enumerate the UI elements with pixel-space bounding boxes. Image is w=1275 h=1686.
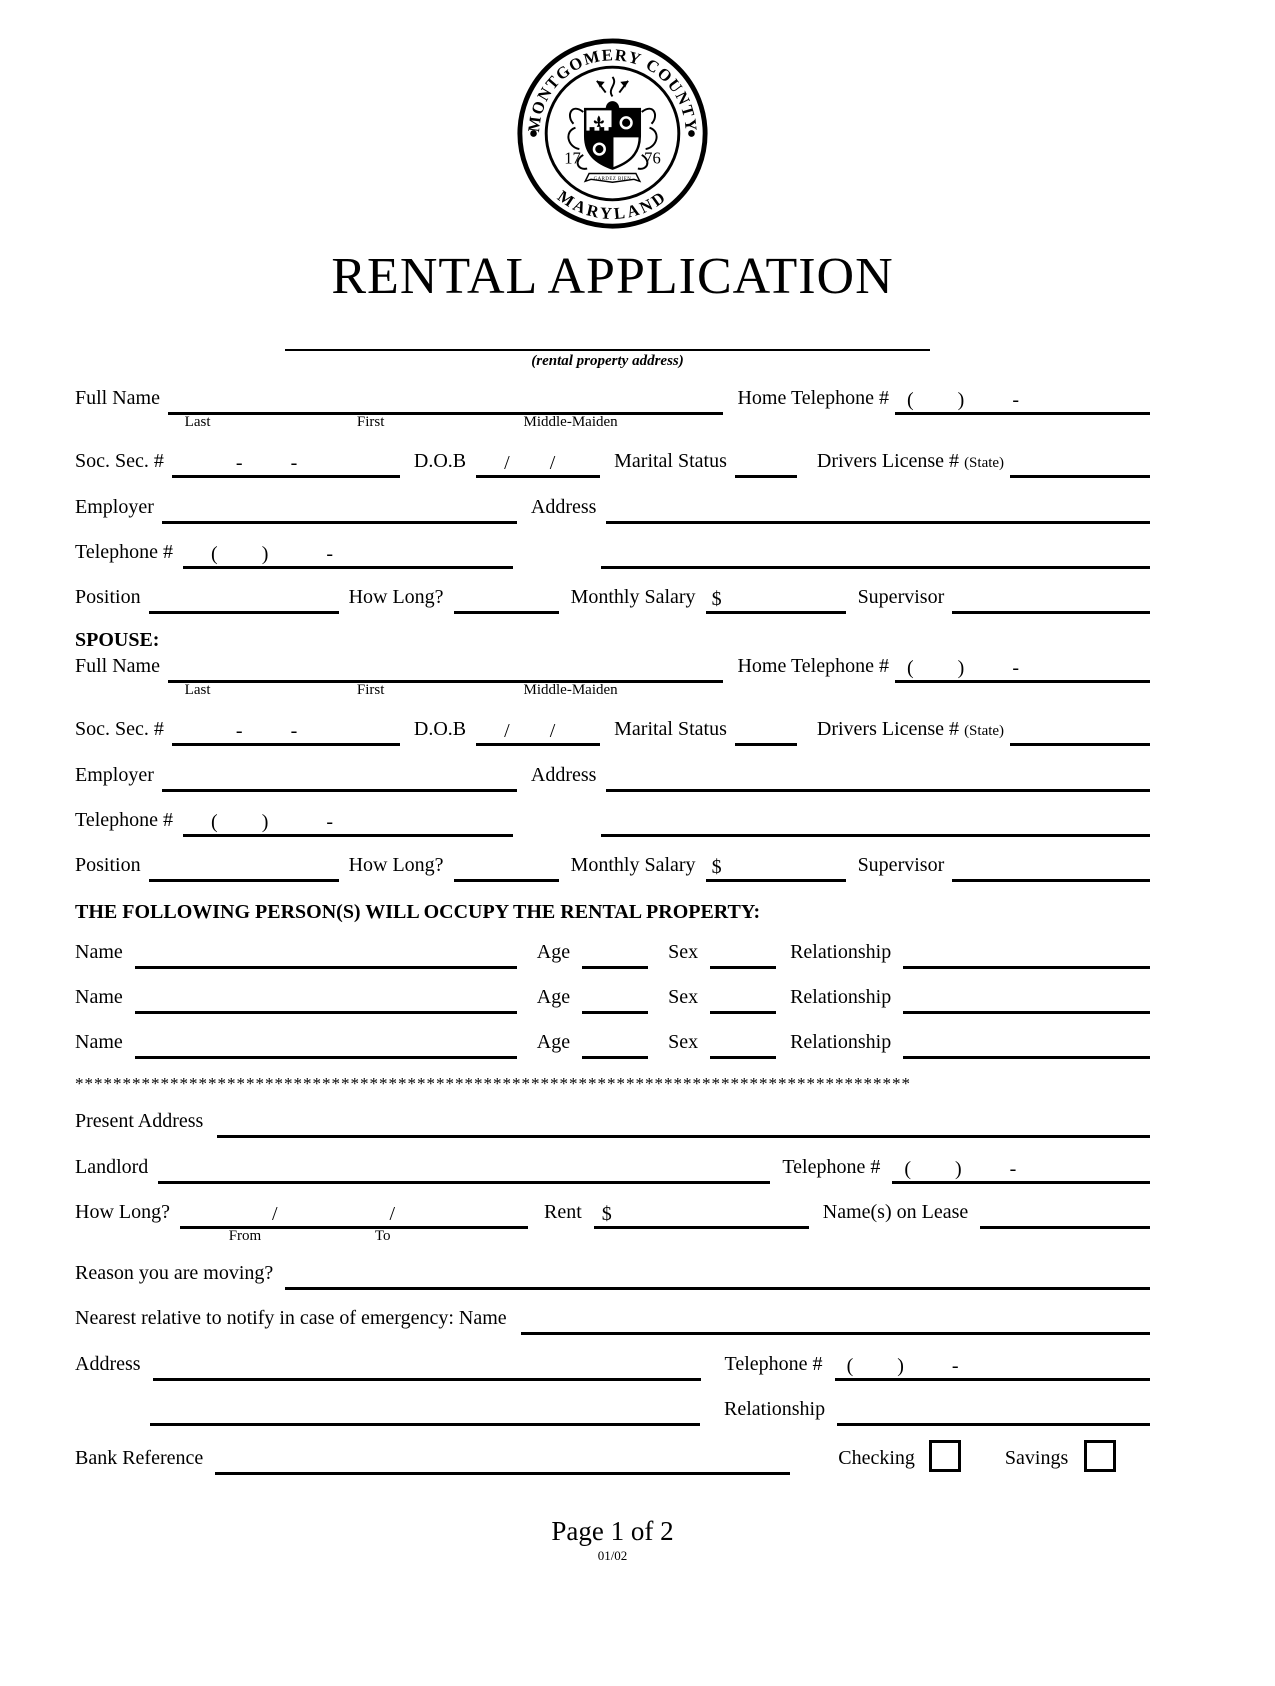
spouse-last-sublabel: Last: [184, 681, 211, 698]
seal-year-right: 76: [644, 148, 661, 168]
applicant-full-name-row: [75, 382, 1150, 430]
seal-motto-text: GARDEZ BIEN: [593, 176, 632, 182]
spouse-monthly-salary-input-line[interactable]: [706, 849, 846, 882]
emergency-telephone-input-line[interactable]: [835, 1348, 1150, 1381]
emergency-address-input-line-2[interactable]: [150, 1393, 700, 1426]
close-paren: ): [261, 810, 269, 833]
close-paren: ): [897, 1354, 904, 1377]
close-paren: ): [957, 388, 965, 411]
occupant-sex-label: Sex: [668, 1030, 699, 1053]
names-on-lease-input-line[interactable]: [980, 1196, 1150, 1229]
to-sublabel: To: [374, 1227, 391, 1244]
open-paren: (: [211, 810, 218, 833]
county-seal: [515, 36, 710, 236]
seal-top-text: MONTGOMERY COUNTY: [524, 45, 701, 134]
marital-status-input-line[interactable]: [735, 445, 797, 478]
full-name-input-line[interactable]: [168, 382, 723, 430]
emergency-telephone-label: Telephone #: [724, 1352, 823, 1375]
close-paren: ): [955, 1157, 962, 1180]
savings-checkbox[interactable]: [1084, 1440, 1116, 1472]
emergency-name-row: [75, 1302, 1150, 1335]
dash: -: [290, 451, 298, 474]
dash: -: [326, 542, 334, 565]
spouse-employer-address-input-line[interactable]: [606, 759, 1150, 792]
slash: /: [549, 719, 556, 742]
occupant-3-name-input-line[interactable]: [135, 1026, 517, 1059]
occupant-name-label: Name: [75, 1030, 123, 1053]
monthly-salary-label: Monthly Salary: [570, 585, 696, 608]
reason-moving-label: Reason you are moving?: [75, 1261, 274, 1284]
present-address-row: [75, 1105, 1150, 1138]
residence-how-long-input-line[interactable]: [180, 1196, 528, 1244]
landlord-label: Landlord: [75, 1155, 149, 1178]
occupant-1-name-input-line[interactable]: [135, 936, 517, 969]
slash: /: [271, 1202, 278, 1225]
bank-reference-row: [75, 1440, 1150, 1475]
dollar-sign: $: [601, 1202, 612, 1225]
seal-motto-ribbon: [585, 173, 640, 182]
state-suffix: (State): [964, 454, 1005, 471]
supervisor-input-line[interactable]: [952, 581, 1150, 614]
occupant-name-label: Name: [75, 985, 123, 1008]
spouse-employer-row: [75, 759, 1150, 792]
full-name-label: Full Name: [75, 386, 160, 409]
occupant-age-label: Age: [536, 1030, 571, 1053]
occupant-2-sex-input-line[interactable]: [710, 981, 776, 1014]
residence-how-long-row: [75, 1196, 1150, 1244]
property-address-block: [285, 349, 930, 370]
reason-moving-row: [75, 1257, 1150, 1290]
occupant-2-age-input-line[interactable]: [582, 981, 648, 1014]
occupant-name-label: Name: [75, 940, 123, 963]
marital-status-label: Marital Status: [614, 449, 727, 472]
seal-year-left: 17: [564, 148, 581, 168]
page-title: RENTAL APPLICATION: [331, 248, 894, 305]
spouse-home-telephone-input-line[interactable]: [895, 650, 1150, 683]
emergency-relationship-input-line[interactable]: [837, 1393, 1150, 1426]
spouse-how-long-input-line[interactable]: [454, 849, 559, 882]
telephone-input-line[interactable]: [183, 536, 513, 569]
spouse-soc-sec-input-line[interactable]: [172, 713, 400, 746]
emergency-address-input-line[interactable]: [153, 1348, 701, 1381]
home-telephone-input-line[interactable]: [895, 382, 1150, 415]
rental-application-page: [0, 36, 1275, 1564]
first-sublabel: First: [356, 413, 385, 430]
dash: -: [235, 719, 243, 742]
how-long-label: How Long?: [348, 585, 444, 608]
spouse-dob-input-line[interactable]: [476, 713, 600, 746]
spouse-drivers-license-input-line[interactable]: [1010, 713, 1150, 746]
spouse-dob-label: D.O.B: [413, 717, 467, 740]
dash: -: [1012, 656, 1020, 679]
section-divider-asterisks: ****************************************************************************************: [75, 1074, 911, 1092]
dash: -: [290, 719, 298, 742]
open-paren: (: [904, 1157, 911, 1180]
spouse-how-long-label: How Long?: [348, 853, 444, 876]
emergency-relationship-label: Relationship: [724, 1397, 826, 1420]
open-paren: (: [907, 656, 914, 679]
spouse-drivers-license-label: [817, 719, 1004, 746]
spouse-heading: SPOUSE:: [75, 628, 160, 651]
page-number: Page 1 of 2: [551, 1515, 674, 1546]
open-paren: (: [211, 542, 218, 565]
drivers-license-text: Drivers License #: [816, 449, 960, 472]
spouse-position-input-line[interactable]: [149, 849, 339, 882]
dollar-sign: $: [711, 587, 722, 610]
drivers-license-input-line[interactable]: [1010, 445, 1150, 478]
employer-address-input-line-2[interactable]: [601, 536, 1150, 569]
employer-input-line[interactable]: [162, 491, 517, 524]
occupant-row-3: [75, 1026, 1150, 1059]
landlord-row: [75, 1151, 1150, 1184]
names-on-lease-label: Name(s) on Lease: [822, 1200, 969, 1223]
occupant-sex-label: Sex: [668, 985, 699, 1008]
slash: /: [389, 1202, 396, 1225]
reason-moving-input-line[interactable]: [285, 1257, 1150, 1290]
bank-reference-input-line[interactable]: [215, 1442, 790, 1475]
revision-date: 01/02: [597, 1548, 628, 1564]
telephone-label: Telephone #: [75, 540, 174, 563]
applicant-position-row: [75, 581, 1150, 614]
occupant-relationship-label: Relationship: [790, 985, 892, 1008]
checking-checkbox[interactable]: [929, 1440, 961, 1472]
dash: -: [1012, 388, 1020, 411]
occupant-age-label: Age: [536, 940, 571, 963]
drivers-license-text: Drivers License #: [816, 717, 960, 740]
spouse-position-label: Position: [75, 853, 141, 876]
occupant-sex-label: Sex: [668, 940, 699, 963]
dash: -: [235, 451, 243, 474]
home-telephone-label: Home Telephone #: [737, 386, 889, 409]
spouse-full-name-row: [75, 650, 1150, 698]
dash: -: [951, 1354, 959, 1377]
state-suffix: (State): [964, 722, 1005, 739]
employer-label: Employer: [75, 495, 154, 518]
last-sublabel: Last: [184, 413, 211, 430]
soc-sec-label: Soc. Sec. #: [75, 449, 164, 472]
occupant-row-1: [75, 936, 1150, 969]
monthly-salary-input-line[interactable]: [706, 581, 846, 614]
occupant-1-sex-input-line[interactable]: [710, 936, 776, 969]
spouse-full-name-label: Full Name: [75, 654, 160, 677]
spouse-position-row: [75, 849, 1150, 882]
spouse-telephone-label: Telephone #: [75, 808, 174, 831]
applicant-employer-row: [75, 491, 1150, 524]
savings-label: Savings: [1004, 1446, 1069, 1469]
checking-label: Checking: [838, 1446, 915, 1469]
employer-address-label: Address: [530, 495, 597, 518]
spouse-telephone-input-line[interactable]: [183, 804, 513, 837]
soc-sec-input-line[interactable]: [172, 445, 400, 478]
occupant-age-label: Age: [536, 985, 571, 1008]
supervisor-label: Supervisor: [857, 585, 945, 608]
spouse-monthly-salary-label: Monthly Salary: [570, 853, 696, 876]
spouse-supervisor-input-line[interactable]: [952, 849, 1150, 882]
emergency-intro-label: Nearest relative to notify in case of emergency: Name: [75, 1306, 507, 1329]
emergency-address-row: [75, 1348, 1150, 1381]
occupant-row-2: [75, 981, 1150, 1014]
occupant-3-relationship-input-line[interactable]: [903, 1026, 1150, 1059]
employer-address-input-line[interactable]: [606, 491, 1150, 524]
close-paren: ): [957, 656, 965, 679]
from-sublabel: From: [228, 1227, 262, 1244]
bank-reference-label: Bank Reference: [75, 1446, 204, 1469]
spouse-ssn-row: [75, 713, 1150, 746]
property-address-caption: (rental property address): [531, 352, 684, 369]
property-address-input-line[interactable]: [285, 349, 930, 351]
occupant-1-relationship-input-line[interactable]: [903, 936, 1150, 969]
spouse-supervisor-label: Supervisor: [857, 853, 945, 876]
close-paren: ): [261, 542, 269, 565]
county-seal-icon: [515, 36, 710, 231]
dob-input-line[interactable]: [476, 445, 600, 478]
spouse-soc-sec-label: Soc. Sec. #: [75, 717, 164, 740]
landlord-telephone-label: Telephone #: [782, 1155, 881, 1178]
how-long-input-line[interactable]: [454, 581, 559, 614]
emergency-address-label: Address: [75, 1352, 141, 1375]
seal-shield: [585, 109, 640, 168]
present-address-label: Present Address: [75, 1109, 204, 1132]
landlord-input-line[interactable]: [158, 1151, 770, 1184]
spouse-first-sublabel: First: [356, 681, 385, 698]
rent-label: Rent: [543, 1200, 582, 1223]
spouse-employer-label: Employer: [75, 763, 154, 786]
emergency-name-input-line[interactable]: [521, 1302, 1150, 1335]
position-label: Position: [75, 585, 141, 608]
dob-label: D.O.B: [413, 449, 467, 472]
occupants-heading: THE FOLLOWING PERSON(S) WILL OCCUPY THE RENTAL PROPERTY:: [75, 900, 761, 923]
spouse-employer-address-input-line-2[interactable]: [601, 804, 1150, 837]
dash: -: [1009, 1157, 1017, 1180]
occupant-relationship-label: Relationship: [790, 940, 892, 963]
residence-how-long-label: How Long?: [75, 1200, 170, 1223]
present-address-input-line[interactable]: [217, 1105, 1150, 1138]
spouse-marital-status-input-line[interactable]: [735, 713, 797, 746]
occupant-2-name-input-line[interactable]: [135, 981, 517, 1014]
spouse-marital-status-label: Marital Status: [614, 717, 727, 740]
rent-input-line[interactable]: [594, 1196, 809, 1229]
middle-maiden-sublabel: Middle-Maiden: [523, 413, 618, 430]
landlord-telephone-input-line[interactable]: [892, 1151, 1150, 1184]
spouse-employer-address-label: Address: [530, 763, 597, 786]
open-paren: (: [907, 388, 914, 411]
slash: /: [504, 451, 510, 474]
applicant-ssn-row: [75, 445, 1150, 478]
applicant-telephone-row: [75, 536, 1150, 569]
occupant-3-age-input-line[interactable]: [582, 1026, 648, 1059]
seal-bottom-text: MARYLAND: [554, 186, 671, 224]
spouse-full-name-input-line[interactable]: [168, 650, 723, 698]
occupant-relationship-label: Relationship: [790, 1030, 892, 1053]
open-paren: (: [846, 1354, 854, 1377]
position-input-line[interactable]: [149, 581, 339, 614]
drivers-license-label: [817, 451, 1004, 478]
slash: /: [504, 719, 510, 742]
dash: -: [326, 810, 334, 833]
occupant-2-relationship-input-line[interactable]: [903, 981, 1150, 1014]
spouse-middle-maiden-sublabel: Middle-Maiden: [523, 681, 618, 698]
slash: /: [549, 451, 556, 474]
dollar-sign: $: [711, 855, 722, 878]
spouse-employer-input-line[interactable]: [162, 759, 517, 792]
spouse-home-telephone-label: Home Telephone #: [737, 654, 889, 677]
emergency-relationship-row: [75, 1393, 1150, 1426]
occupant-3-sex-input-line[interactable]: [710, 1026, 776, 1059]
spouse-telephone-row: [75, 804, 1150, 837]
occupant-1-age-input-line[interactable]: [582, 936, 648, 969]
seal-crest: [597, 77, 628, 109]
